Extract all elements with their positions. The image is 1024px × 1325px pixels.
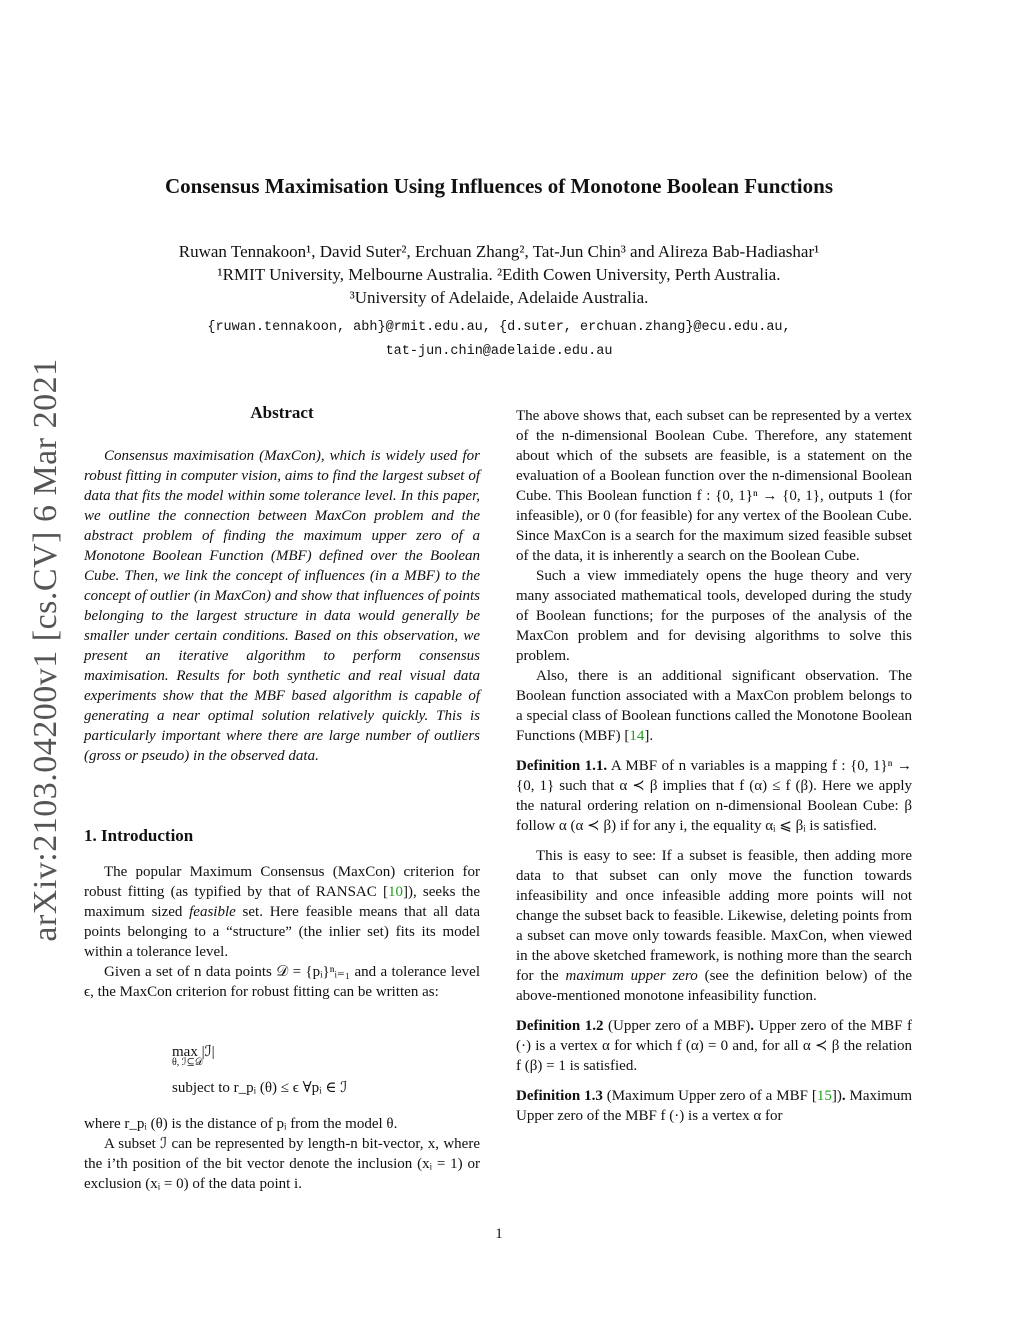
intro-p1-text-a: The popular Maximum Consensus (MaxCon) criterion for robust fitting (as typified by that of RANSAC [	[84, 864, 480, 900]
right-paragraph-4	[516, 846, 912, 1006]
right-column	[516, 406, 912, 1126]
email-block	[0, 316, 998, 364]
right-p3-text-b: ].	[644, 728, 654, 744]
authors-line: Ruwan Tennakoon¹, David Suter², Erchuan Zhang², Tat-Jun Chin³ and Alireza Bab-Hadiashar¹	[178, 242, 820, 261]
equation-maxcon	[172, 1042, 472, 1097]
abstract-heading: Abstract	[250, 403, 314, 422]
affiliation-line-1: ¹RMIT University, Melbourne Australia. ²Edith Cowen University, Perth Australia.	[217, 265, 781, 284]
abstract-text: Consensus maximisation (MaxCon), which is widely used for robust fitting in computer vision, aims to find the largest subset of data that fits the model within some tolerance level. In this paper, we outline the connection between MaxCon problem and the abstract problem of finding the maximum upper zero of a Monotone Boolean Function (MBF) defined over the Boolean Cube. Then, we link the concept of influences (in a MBF) to the concept of outlier (in MaxCon) and show that influences of points belonging to the largest structure in data would generally be smaller under certain conditions. Based on this observation, we present an iterative algorithm to perform consensus maximisation. Results for both synthetic and real visual data experiments show that the MBF based algorithm is capable of generating a near optimal solution relatively quickly. This is particularly important where there are large number of outliers (gross or pseudo) in the observed data.	[84, 448, 480, 764]
right-p4-text-b: (see the definition below) of the above-mentioned monotone infeasibility function.	[516, 968, 912, 1004]
definition-1-3-label: Definition 1.3	[516, 1088, 603, 1104]
definition-1-2-dot: .	[750, 1018, 754, 1034]
affiliation-line-2: ³University of Adelaide, Adelaide Australia.	[349, 288, 649, 307]
right-p3-text-a: Also, there is an additional significant observation. The Boolean function associated with a MaxCon problem belongs to a special class of Boolean functions called the Monotone Boolean Functions (MBF) [	[516, 668, 912, 744]
definition-1-3-title-b: ])	[831, 1088, 842, 1104]
definition-1-2	[516, 1016, 912, 1076]
intro-paragraph-4: A subset ℐ can be represented by length-n bit-vector, x, where the i’th position of the bit vector denote the inclusion (xᵢ = 1) or exclusion (xᵢ = 0) of the data point i.	[84, 1136, 480, 1192]
intro-paragraph-1	[84, 862, 480, 1002]
paper-title: Consensus Maximisation Using Influences of Monotone Boolean Functions	[165, 174, 833, 198]
right-paragraph-1: The above shows that, each subset can be represented by a vertex of the n-dimensional Boolean Cube. Therefore, any statement about which of the subsets are feasible, is a statement on the evaluation of a Boolean function over the n-dimensional Boolean Cube. This Boolean function f : {0, 1}ⁿ → {0, 1}, outputs 1 (for infeasible), or 0 (for feasible) for any vertex of the Boolean Cube. Since MaxCon is a search for the maximum sized feasible subset of the data, it is inherently a search on the Boolean Cube.	[516, 408, 912, 564]
arxiv-identifier: arXiv:2103.04200v1 [cs.CV] 6 Mar 2021	[27, 358, 64, 942]
author-block	[0, 240, 998, 309]
definition-1-3-title-a: (Maximum Upper zero of a MBF [	[602, 1088, 817, 1104]
intro-tail	[84, 1114, 480, 1194]
email-line-2: tat-jun.chin@adelaide.edu.au	[385, 344, 613, 359]
right-paragraph-2: Such a view immediately opens the huge theory and very many associated mathematical tools, developed during the study of Boolean functions; for the purposes of the analysis of the MaxCon problem and for devising algorithms to solve this problem.	[516, 568, 912, 664]
equation-objective: max |ℐ|	[172, 1044, 215, 1060]
email-line-1: {ruwan.tennakoon, abh}@rmit.edu.au, {d.suter, erchuan.zhang}@ecu.edu.au,	[207, 320, 791, 335]
intro-p1-emphasis: feasible	[189, 904, 236, 920]
definition-1-3	[516, 1086, 912, 1126]
right-p4-emphasis: maximum upper zero	[565, 968, 698, 984]
arxiv-sidebar	[18, 360, 74, 940]
definition-1-1-text: A MBF of n variables is a mapping f : {0, 1}ⁿ → {0, 1} such that α ≺ β implies that f (α) ≤ f (β). Here we apply the natural ordering relation on n-dimensional Boolean Cube: β follow α (α ≺ β) if for any i, the equality αᵢ ⩽ βᵢ is satisfied.	[516, 758, 912, 834]
intro-p1-text-c: set. Here feasible means that all data points belonging to a “structure” (the inlier set) fits its model within a tolerance level.	[84, 904, 480, 960]
section-heading-introduction: 1. Introduction	[84, 826, 194, 845]
citation-link[interactable]: 15	[816, 1088, 832, 1104]
right-p4-text-a: This is easy to see: If a subset is feasible, then adding more data to that subset can only move the function towards infeasibility and once infeasible adding more points will not change the subset back to feasible. Likewise, deleting points from a subset can move only towards feasible. MaxCon, when viewed in the above sketched framework, is nothing more than the search for the	[516, 848, 912, 984]
right-paragraph-3	[516, 666, 912, 746]
page-number: 1	[495, 1226, 503, 1242]
definition-1-2-text: Upper zero of the MBF f (·) is a vertex α for which f (α) = 0 and, for all α ≺ β the relation f (β) = 1 is satisfied.	[516, 1018, 912, 1074]
intro-paragraph-2: Given a set of n data points 𝒟 = {pᵢ}ⁿᵢ₌₁ and a tolerance level ϵ, the MaxCon criterion for robust fitting can be written as:	[84, 964, 480, 1000]
definition-1-1	[516, 756, 912, 836]
definition-1-3-text: Maximum Upper zero of the MBF f (·) is a vertex α for	[516, 1088, 913, 1124]
equation-constraint: subject to r_pᵢ (θ) ≤ ϵ ∀pᵢ ∈ ℐ	[172, 1080, 348, 1096]
definition-1-2-label: Definition 1.2	[516, 1018, 604, 1034]
citation-link[interactable]: 14	[629, 728, 645, 744]
intro-p1-text-b: ]), seeks the maximum sized	[84, 884, 480, 920]
citation-link[interactable]: 10	[387, 884, 403, 900]
equation-subscript: θ, ℐ⊆𝒟	[172, 1057, 203, 1068]
definition-1-3-dot: .	[841, 1088, 846, 1104]
definition-1-2-title: (Upper zero of a MBF)	[603, 1018, 751, 1034]
intro-paragraph-3: where r_pᵢ (θ) is the distance of pᵢ from the model θ.	[84, 1116, 398, 1132]
definition-1-1-label: Definition 1.1.	[516, 758, 608, 774]
